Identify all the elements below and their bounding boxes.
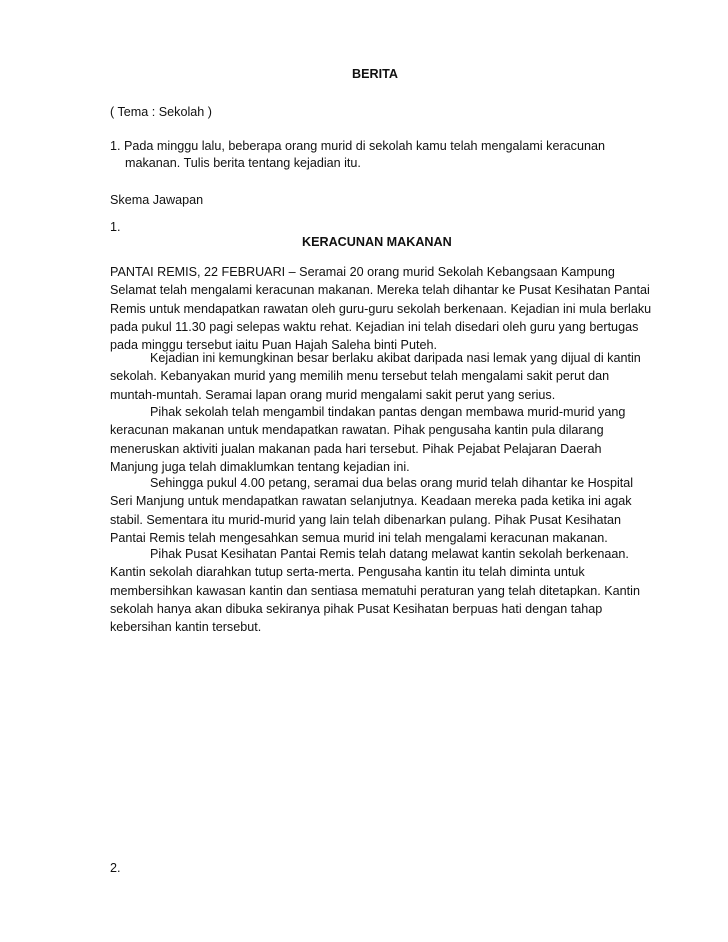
paragraph-line: pada minggu tersebut iaitu Puan Hajah Saleha binti Puteh. — [110, 338, 437, 353]
next-question-number: 2. — [110, 861, 121, 875]
paragraph-line: Kantin sekolah diarahkan tutup serta-merta. Pengusaha kantin itu telah diminta untuk — [110, 565, 585, 580]
paragraph-line: meneruskan aktiviti jualan makanan pada hari tersebut. Pihak Pejabat Pelajaran Daerah — [110, 441, 602, 456]
article-paragraph-1 — [110, 263, 650, 354]
paragraph-line: muntah-muntah. Seramai lapan orang murid mengalami sakit perut yang serius. — [110, 387, 556, 402]
paragraph-line: PANTAI REMIS, 22 FEBRUARI – Seramai 20 orang murid Sekolah Kebangsaan Kampung — [110, 265, 615, 279]
paragraph-line: Selamat telah mengalami keracunan makanan. Mereka telah dihantar ke Pusat Kesihatan Pantai — [110, 283, 650, 298]
question-line: 1. Pada minggu lalu, beberapa orang murid di sekolah kamu telah mengalami keracunan — [110, 139, 605, 153]
paragraph-line: sekolah hanya akan dibuka sekiranya pihak Pusat Kesihatan berpuas hati dengan tahap — [110, 601, 603, 616]
paragraph-line: Remis untuk mendapatkan rawatan oleh guru-guru sekolah berkenaan. Kejadian ini mula berlaku — [110, 301, 652, 316]
answer-label: Skema Jawapan — [110, 193, 204, 207]
paragraph-line: Manjung juga telah dimaklumkan tentang kejadian ini. — [110, 459, 410, 474]
paragraph-line: sekolah. Kebanyakan murid yang memilih menu tersebut telah mengalami sakit perut dan — [110, 369, 610, 384]
paragraph-line: Seri Manjung untuk mendapatkan rawatan selanjutnya. Keadaan mereka pada ketika ini agak — [110, 494, 632, 509]
paragraph-line: membersihkan kawasan kantin dan sentiasa mematuhi peraturan yang telah ditetapkan. Kantin — [110, 583, 640, 598]
article-paragraph-5 — [110, 545, 650, 636]
question-line: makanan. Tulis berita tentang kejadian itu. — [125, 156, 361, 170]
paragraph-line: Pihak sekolah telah mengambil tindakan pantas dengan membawa murid-murid yang — [150, 405, 626, 419]
article-title: KERACUNAN MAKANAN — [302, 235, 452, 249]
paragraph-line: Kejadian ini kemungkinan besar berlaku akibat daripada nasi lemak yang dijual di kantin — [150, 351, 641, 365]
answer-number: 1. — [110, 220, 121, 234]
article-paragraph-4 — [110, 474, 650, 547]
theme-text: ( Tema : Sekolah ) — [110, 105, 212, 119]
paragraph-line: pada pukul 11.30 pagi selepas waktu rehat. Kejadian ini telah disedari oleh guru yang bertugas — [110, 319, 639, 334]
paragraph-line: stabil. Sementara itu murid-murid yang lain telah dibenarkan pulang. Pihak Pusat Kesihatan — [110, 512, 622, 527]
paragraph-line: Sehingga pukul 4.00 petang, seramai dua belas orang murid telah dihantar ke Hospital — [150, 476, 634, 490]
paragraph-line: Pihak Pusat Kesihatan Pantai Remis telah datang melawat kantin sekolah berkenaan. — [150, 547, 629, 561]
article-paragraph-2 — [110, 349, 650, 404]
paragraph-line: Pantai Remis telah mengesahkan semua murid ini telah mengalami keracunan makanan. — [110, 530, 608, 545]
page-heading: BERITA — [352, 67, 398, 81]
paragraph-line: kebersihan kantin tersebut. — [110, 620, 262, 635]
article-paragraph-3 — [110, 403, 650, 476]
paragraph-line: keracunan makanan untuk mendapatkan rawatan. Pihak pengusaha kantin pula dilarang — [110, 423, 604, 438]
